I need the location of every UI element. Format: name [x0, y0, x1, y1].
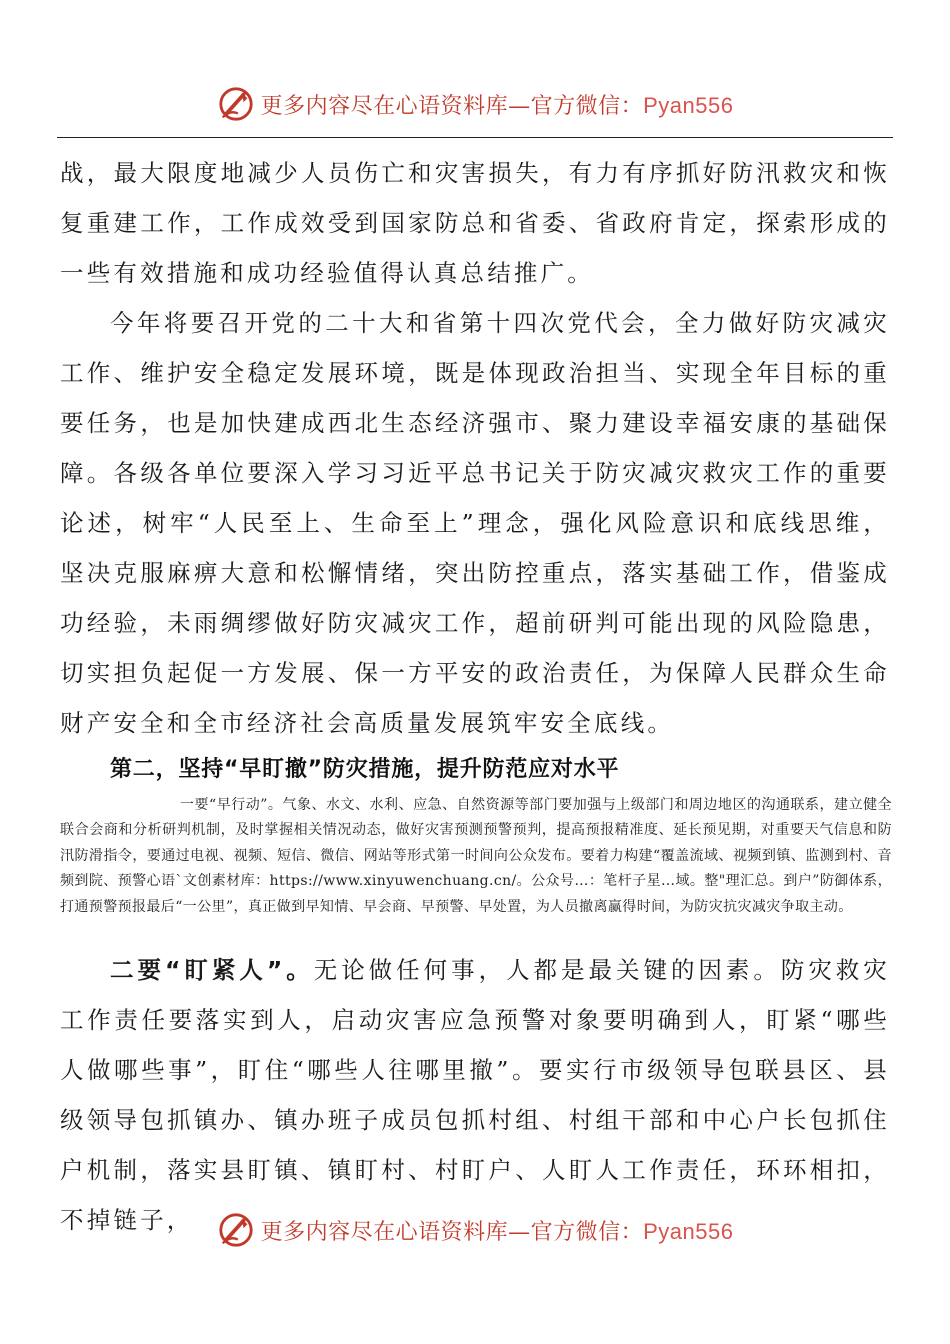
pen-logo-icon	[217, 85, 255, 123]
paragraph-watch-people	[60, 945, 890, 1245]
footer-banner-text: 更多内容尽在心语资料库—官方微信：Pyan556	[260, 1218, 734, 1245]
header-banner-text: 更多内容尽在心语资料库—官方微信：Pyan556	[260, 92, 734, 119]
paragraph-1: 战，最大限度地减少人员伤亡和灾害损失，有力有序抓好防汛救灾和恢复重建工作，工作成效受到国家防总和省委、省政府肯定，探索形成的一些有效措施和成功经验值得认真总结推广。	[60, 159, 890, 287]
header-banner	[0, 82, 950, 126]
wechat-id: Pyan556	[643, 92, 734, 118]
pen-logo-icon	[217, 1211, 255, 1249]
footer-banner	[0, 1208, 950, 1252]
section-heading: 第二，坚持“早盯撤”防灾措施，提升防范应对水平	[110, 757, 620, 782]
header-divider	[57, 137, 893, 138]
paragraph-body: 无论做任何事，人都是最关键的因素。防灾救灾工作责任要落实到人，启动灾害应急预警对象要明确到人，盯紧“哪些人做哪些事”，盯住“哪些人往哪里撤”。要实行市级领导包联县区、县级领导包抓镇办、镇办班子成员包抓村组、村组干部和中心户长包抓住户机制，落实县盯镇、镇盯村、村盯户、人盯人工作责任，环环相扣，不掉链子，	[60, 956, 890, 1234]
wechat-id: Pyan556	[643, 1218, 734, 1244]
paragraph-early-action: 一要“早行动”。气象、水文、水利、应急、自然资源等部门要加强与上级部门和周边地区的沟通联系，建立健全联合会商和分析研判机制，及时掌握相关情况动态，做好灾害预测预警预判，提高预报精准度、延长预见期，对重要天气信息和防汛防滑指令，要通过电视、视频、短信、微信、网站等形式第一时间向公众发布。要着力构建“覆盖流域、视频到镇、监测到村、音频到院、预警心语`文创素材库：https://www.xinyuwenchuang.cn/。公众号…：笔杆子星…域。整"理汇总。到户”防御体系，打通预警预报最后“一公里”，真正做到早知情、早会商、早预警、早处置，为人员撤离赢得时间，为防灾抗灾减灾争取主动。	[60, 797, 892, 915]
paragraph-2: 今年将要召开党的二十大和省第十四次党代会，全力做好防灾减灾工作、维护安全稳定发展环境，既是体现政治担当、实现全年目标的重要任务，也是加快建成西北生态经济强市、聚力建设幸福安康的基础保障。各级各单位要深入学习习近平总书记关于防灾减灾救灾工作的重要论述，树牢“人民至上、生命至上”理念，强化风险意识和底线思维，坚决克服麻痹大意和松懈情绪，突出防控重点，落实基础工作，借鉴成功经验，未雨绸缪做好防灾减灾工作，超前研判可能出现的风险隐患，切实担负起促一方发展、保一方平安的政治责任，为保障人民群众生命财产安全和全市经济社会高质量发展筑牢安全底线。	[60, 309, 890, 737]
paragraph-lead: 二要“盯紧人”。	[110, 956, 314, 984]
